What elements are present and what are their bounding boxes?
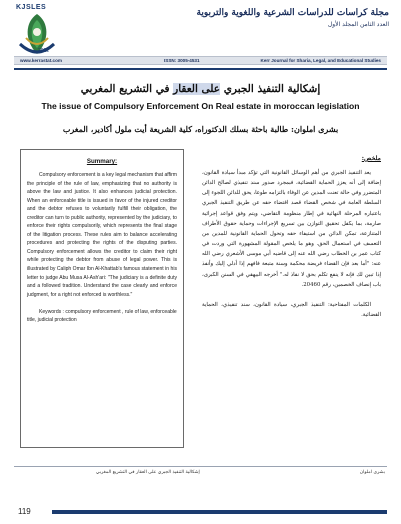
title-ar-part-1: إشكالية التنفيذ الجبري [220,83,321,95]
header-info-strip [14,56,387,65]
journal-issn: ISSN: 3005-4531 [164,58,200,63]
arabic-abstract-text: يعد التنفيذ الجبري من أهم الوسائل القانونية التي تؤكد مبدأ سيادة القانون، إضافة إلى أنه يعزز الحماية القضائية، فبمجرد صدور سند تنفيذي لصالح الدائن المتضرر وفي حالة تعنت المدين عن الوفاء بالتزامه طوعا، يحق للدائن اللجوء إلى السلطة العامة في شخص القضاء قصد اقتضاء حقه عن طريق التنفيذ الجبري باعتباره المرحلة النهائية في إطار منظومة التقاضي، ويتم وفق قواعد إجرائية صارمة، بما يكفل تحقيق التوازن بين تسريع الإجراءات وحماية حقوق الأطراف المتنازعة، تمكن الدائن من استيفاء حقه وتحول الحماية القانونية للمدين من التعسف في استعمال الحق. وهو ما يلخص المقولة المشهورة التي وردت في كتاب عمر بن الخطاب رضي الله عنه إلى قاضيه أبي موسى الأشعري رضي الله عنه: "أما بعد فإن القضاء فريضة محكمة وسنة متبعة فافهم إذا أدلي إليك وأنفذ إذا تبين لك فإنه لا ينفع تكلم بحق لا نفاذ له." أخرجه البيهقي في السنن الكبرى، باب إنصاف الخصمين، رقم 20460. [202,170,381,288]
arabic-abstract [196,149,387,448]
title-ar-highlight: على العقار [173,83,221,95]
title-ar-part-2: في التشريع المغربي [80,83,174,95]
footer-divider [14,466,387,467]
article-title-ar [0,83,401,95]
summary-heading: Summary: [86,158,118,165]
summary-keywords: Keywords : compulsory enforcement , rule of law, enforceable title, judicial protection [27,309,177,324]
footer-author: بشرى املوان [359,470,385,475]
footer-bar [52,510,387,514]
logo-name: KJSLES [16,4,47,11]
arabic-abstract-heading: ملخص: [361,155,381,162]
summary-text: Compulsory enforcement is a key legal mechanism that affirm the principle of the rule of law, emphasizing that no authority is above the law and justice. It also enhances judicial protection. When an enforceable title is issued in favor of the injured creditor and the debtor refuses to voluntarily fulfill their obligation, the creditor can turn to public authority, represented by the judiciary, to enforce their rights compulsorily, which represents the final stage of the litigation process. These rules aim to balance accelerating procedures and protecting the rights of the disputing parties. Compulsory enforcement allows the creditor to claim their right while protecting the debtor from abuse of legal power. This is illustrated by Caliph Omar Ibn Al-Khattab's famous statement in his letter to judge Abu Musa Al-Ash'ari: "The judiciary is a definite duty and a followed tradition. Understand the case clearly and enforce judgment, for a right not enforced is worthless." [27,172,177,298]
header-divider [14,68,387,70]
journal-name-en: Kerr Journal for Sharia, Legal, and Educational Studies [260,58,381,63]
summary-box [20,149,184,448]
journal-title-ar: مجلة كراسات للدراسات الشرعية واللغوية والتربوية [196,8,389,18]
page-number: 119 [18,507,31,516]
author-line: بشرى املوان: طالبة باحثة بسلك الدكتوراه، كلية الشريعة أيت ملول أكادير، المغرب [62,124,339,134]
article-title-en: The issue of Compulsory Enforcement On Real estate in moroccan legislation [41,101,360,111]
footer-running-title: إشكالية التنفيذ الجبري على العقار في التشريع المغربي [96,470,200,475]
journal-website[interactable]: www.kerrastat.com [20,58,62,63]
arabic-keywords: الكلمات المفتاحية: التنفيذ الجبري، سيادة القانون، سند تنفيذي، الحماية القضائية. [202,301,381,318]
journal-subtitle-ar: العدد الثامن المجلد الأول [327,21,389,28]
logo-year: 2022 [38,48,50,54]
